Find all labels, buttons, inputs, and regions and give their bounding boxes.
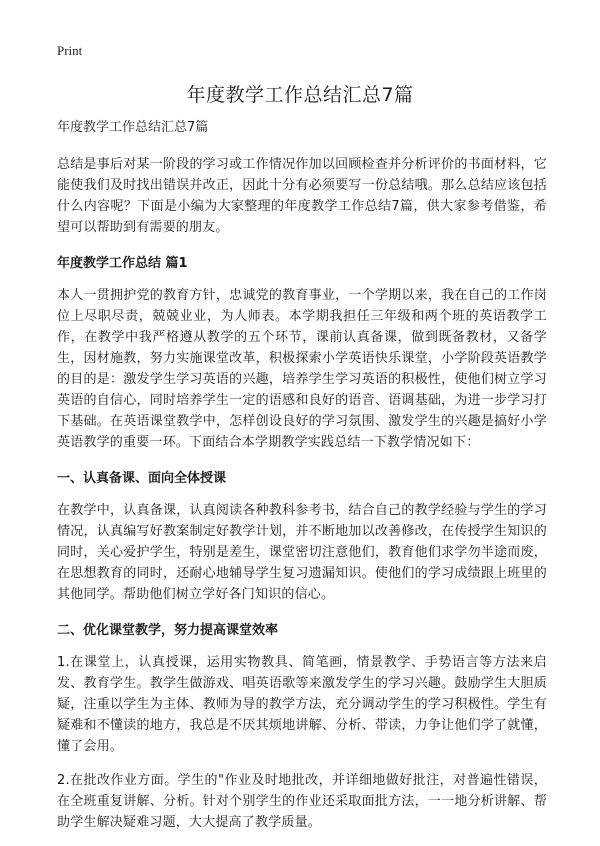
subsection-paragraph: 在教学中，认真备课，认真阅读各种教科参考书，结合自己的教学经验与学生的学习情况，认真编写好教案制定好教学计划，并不断地加以改善修改，在传授学生知识的同时，关心爱护学生，特别是差生，课堂密切注意他们，教育他们求学勿半途而废，在思想教育的同时，还耐心地辅导学生复习遗漏知识。使他们的学习成绩跟上班里的其他同学。帮助他们树立学好各门知识的信心。 xyxy=(57,503,547,602)
subsection-heading: 二、优化课堂教学，努力提高课堂效率 xyxy=(57,623,279,638)
print-link[interactable]: Print xyxy=(57,43,83,58)
document-subtitle: 年度教学工作总结汇总7篇 xyxy=(57,120,209,135)
subsection-heading: 一、认真备课、面向全体授课 xyxy=(57,471,227,486)
document-content xyxy=(57,118,547,846)
list-item-paragraph: 1.在课堂上，认真授课，运用实物教具、简笔画，情景教学、手势语言等方法来启发、教育学生。教学生做游戏、唱英语歌等来激发学生的学习兴趣。鼓励学生大胆质疑，注重以学生为主体、教师为导的教学方法，充分调动学生的学习积极性。学生有疑难和不懂读的地方，我总是不厌其烦地讲解、分析、带读，力争让他们学了就懂，懂了会用。 xyxy=(57,655,547,754)
page-title: 年度教学工作总结汇总7篇 xyxy=(186,84,414,106)
intro-paragraph: 总结是事后对某一阶段的学习或工作情况作加以回顾检查并分析评价的书面材料，它能使我们及时找出错误并改正，因此十分有必须要写一份总结哦。那么总结应该包括什么内容呢？下面是小编为大家整理的年度教学工作总结7篇，供大家参考借鉴，希望可以帮助到有需要的朋友。 xyxy=(57,157,547,235)
section-paragraph: 本人一贯拥护党的教育方针，忠诚党的教育事业，一个学期以来，我在自己的工作岗位上尽职尽责，兢兢业业，为人师表。本学期我担任三年级和两个班的英语教学工作，在教学中我严格遵从教学的五个环节，课前认真备课，做到既备教材，又备学生，因材施教，努力实施课堂改革，积极探索小学英语快乐课堂，小学阶段英语教学的目的是：激发学生学习英语的兴趣，培养学生学习英语的积极性，使他们树立学习英语的自信心，同时培养学生一定的语感和良好的语音、语调基础，为进一步学习打下基础。在英语课堂教学中，怎样创设良好的学习氛围、激发学生的兴趣是搞好小学英语教学的重要一环。下面结合本学期教学实践总结一下教学情况如下： xyxy=(57,288,547,450)
list-item-paragraph: 2.在批改作业方面。学生的"作业及时地批改，并详细地做好批注，对普遍性错误，在全班重复讲解、分析。针对个别学生的作业还采取面批方法，一一地分析讲解、帮助学生解决疑难习题，大大提高了教学质量。 xyxy=(57,773,547,830)
section-heading: 年度教学工作总结 篇1 xyxy=(57,256,188,271)
